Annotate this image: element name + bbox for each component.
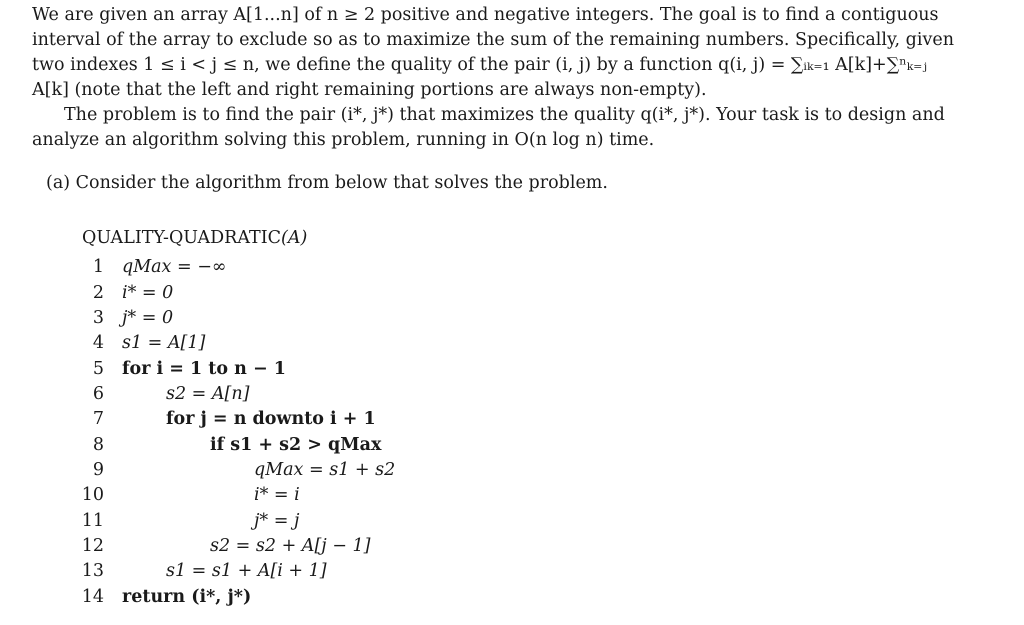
code-text: if s1 + s2 > qMax (210, 435, 382, 455)
code-text: for i = 1 to n − 1 (122, 359, 286, 379)
part-a-prompt (46, 171, 608, 196)
line-number: 13 (81, 561, 104, 581)
code-text: s1 = s1 + A[i + 1] (166, 561, 327, 581)
algorithm-title (82, 226, 307, 251)
line-number: 4 (92, 333, 104, 353)
code-text: for j = n downto i + 1 (166, 409, 376, 429)
line-number: 3 (92, 308, 104, 328)
line-number: 9 (92, 460, 104, 480)
code-text: s2 = A[n] (166, 384, 250, 404)
line-number: 14 (81, 587, 104, 607)
algorithm-name: QUALITY-QUADRATIC (82, 228, 282, 248)
problem-paragraph-1-text: We are given an array A[1...n] of n ≥ 2 positive and negative integers. The goal is to find a contiguous interval of the array to exclude so as to maximize the sum of the remaining numbers. Specifically, given two indexes 1 ≤ i < j ≤ n, we define the quality of the pair (i, j) by a function q(i, j) = ∑ᵢₖ₌₁ A[k]+∑ⁿₖ₌ⱼ A[k] (note that the left and right remaining portions are always non-empty). (32, 5, 954, 100)
line-number: 10 (81, 485, 104, 505)
problem-paragraph-1 (32, 3, 968, 103)
line-number: 11 (81, 511, 104, 531)
line-number: 6 (92, 384, 104, 404)
code-text: i* = i (254, 485, 300, 505)
code-text: s2 = s2 + A[j − 1] (210, 536, 371, 556)
line-number: 2 (92, 283, 104, 303)
code-text: qMax = s1 + s2 (254, 460, 396, 480)
code-text: j* = 0 (122, 308, 174, 328)
line-number: 1 (92, 257, 104, 277)
line-number: 12 (81, 536, 104, 556)
line-number: 8 (92, 435, 104, 455)
code-text: j* = j (254, 511, 300, 531)
code-text: return (i*, j*) (122, 587, 252, 607)
line-number: 5 (92, 359, 104, 379)
line-number: 7 (92, 409, 104, 429)
algorithm-arg: (A) (281, 228, 308, 248)
code-text: qMax = −∞ (122, 257, 227, 277)
code-text: s1 = A[1] (122, 333, 206, 353)
problem-paragraph-2 (32, 103, 968, 153)
problem-paragraph-2-text: The problem is to find the pair (i*, j*) that maximizes the quality q(i*, j*). Your task is to design and analyze an algorithm solving this problem, running in O(n log n) time. (32, 105, 945, 150)
part-a-text: (a) Consider the algorithm from below that solves the problem. (46, 173, 608, 193)
code-text: i* = 0 (122, 283, 174, 303)
